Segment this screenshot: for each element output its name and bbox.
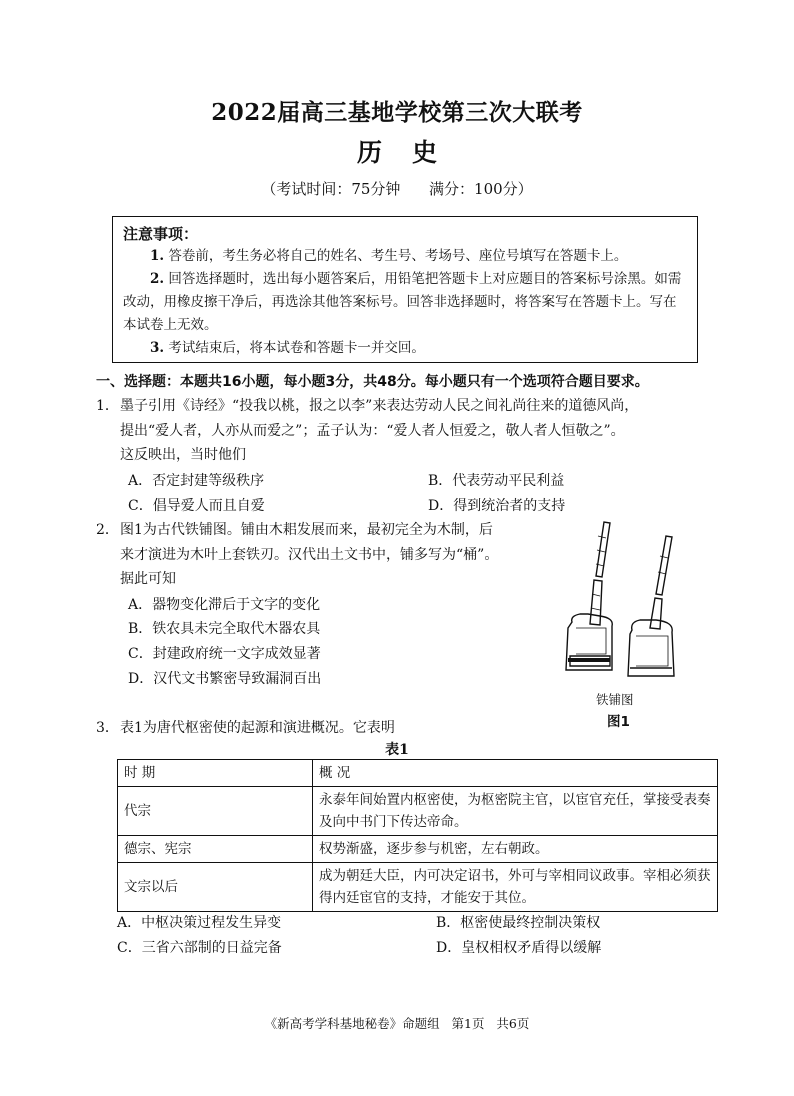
notice-box (112, 216, 698, 363)
option-d: D．皇权相权矛盾得以缓解 (436, 940, 602, 956)
table-row (118, 836, 718, 863)
question-stem (120, 394, 705, 468)
option-a: A．器物变化滞后于文字的变化 (128, 597, 321, 613)
table-cell: 德宗、宪宗 (118, 836, 313, 863)
option-b: B．铁农具未完全取代木器农具 (128, 621, 321, 637)
table-row (118, 863, 718, 912)
exam-title: 2022届高三基地学校第三次大联考 (211, 99, 583, 126)
table-row (118, 787, 718, 836)
option-c: C．倡导爱人而且自爱 (128, 498, 265, 514)
table-cell: 文宗以后 (118, 863, 313, 912)
table-header-cell: 概 况 (313, 760, 718, 787)
option-a: A．否定封建等级秩序 (128, 473, 265, 489)
figure-caption: 铁铺图 (596, 692, 634, 707)
page-footer: 《新高考学科基地秘卷》命题组 第1页 共6页 (264, 1016, 530, 1031)
option-a: A．中枢决策过程发生异变 (117, 915, 282, 931)
table-header-cell: 时 期 (118, 760, 313, 787)
notice-item: 2. 回答选择题时，选出每小题答案后，用铅笔把答题卡上对应题目的答案标号涂黑。如需改动，用橡皮擦干净后，再选涂其他答案标号。回答非选择题时，将答案写在答题卡上。写在本试卷上无效。 (123, 271, 682, 333)
question-stem (120, 716, 705, 741)
stem-line: 墨子引用《诗经》“投我以桃，报之以李”来表达劳动人民之间礼尚往来的道德风尚， (120, 398, 639, 414)
option-d: D．得到统治者的支持 (428, 498, 566, 514)
table-cell: 成为朝廷大臣，内可决定诏书，外可与宰相同议政事。宰相必须获得内廷宦官的支持，才能安于其位。 (313, 863, 718, 912)
table-1 (117, 759, 718, 912)
question-stem (120, 518, 540, 592)
exam-info: （考试时间：75分钟 满分：100分） (261, 180, 533, 198)
figure-label: 图1 (607, 714, 630, 730)
stem-line: 据此可知 (120, 571, 176, 587)
option-b: B．枢密使最终控制决策权 (436, 915, 601, 931)
table-header-row (118, 760, 718, 787)
option-c: C．封建政府统一文字成效显著 (128, 646, 321, 662)
question-number: 3． (96, 720, 119, 736)
table-cell: 永泰年间始置内枢密使，为枢密院主官，以宦官充任，掌接受表奏及向中书门下传达帝命。 (313, 787, 718, 836)
option-b: B．代表劳动平民利益 (428, 473, 565, 489)
notice-item: 1. 答卷前，考生务必将自己的姓名、考生号、考场号、座位号填写在答题卡上。 (150, 248, 628, 264)
question-number: 2． (96, 522, 119, 538)
question-number: 1． (96, 398, 119, 414)
subject-title: 历史 (356, 138, 467, 167)
section-heading: 一、选择题：本题共16小题，每小题3分，共48分。每小题只有一个选项符合题目要求。 (96, 374, 649, 390)
stem-line: 这反映出，当时他们 (120, 447, 246, 463)
notice-item: 3. 考试结束后，将本试卷和答题卡一并交回。 (150, 340, 425, 356)
table-cell: 代宗 (118, 787, 313, 836)
stem-line: 来才演进为木叶上套铁刃。汉代出土文书中，铺多写为“桶”。 (120, 546, 499, 563)
table-cell: 权势渐盛，逐步参与机密，左右朝政。 (313, 836, 718, 863)
option-c: C．三省六部制的日益完备 (117, 940, 282, 956)
notice-title: 注意事项： (123, 225, 199, 243)
stem-line: 图1为古代铁铺图。铺由木耜发展而来，最初完全为木制，后 (120, 522, 493, 538)
table-caption: 表1 (385, 742, 409, 758)
iron-spade-figure (560, 516, 700, 692)
stem-line: 表1为唐代枢密使的起源和演进概况。它表明 (120, 720, 395, 736)
option-d: D．汉代文书繁密导致漏洞百出 (128, 671, 322, 687)
stem-line: 提出“爱人者，人亦从而爱之”；孟子认为：“爱人者人恒爱之，敬人者人恒敬之”。 (120, 422, 625, 439)
